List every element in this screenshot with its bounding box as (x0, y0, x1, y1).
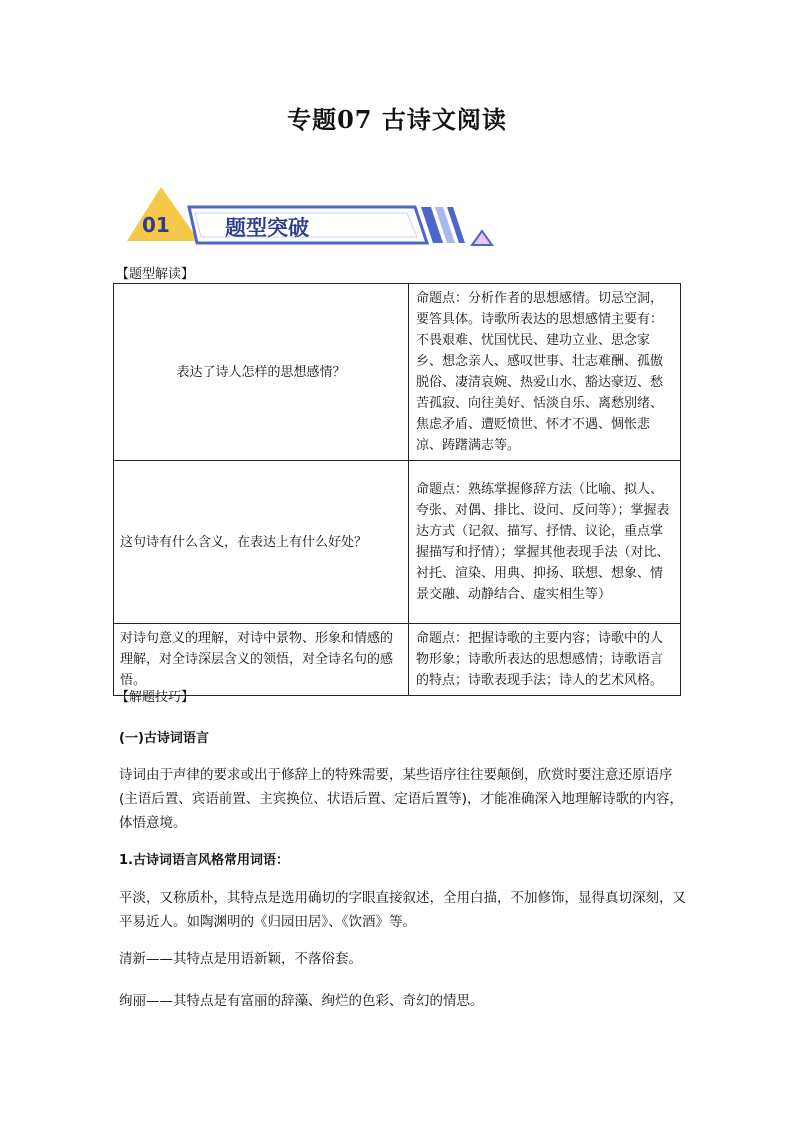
page-title: 专题07 古诗文阅读 (287, 105, 507, 134)
answer-cell: 命题点：把握诗歌的主要内容；诗歌中的人物形象；诗歌所表达的思想感情；诗歌语言的特点；诗歌表现手法；诗人的艺术风格。 (409, 624, 681, 696)
subheading-style-terms: 1.古诗词语言风格常用词语： (119, 853, 289, 868)
answer-cell: 命题点：分析作者的思想感情。切忌空洞，要答具体。诗歌所表达的思想感情主要有：不畏艰难、忧国忧民、建功立业、思念家乡、想念亲人、感叹世事、壮志难酬、孤傲脱俗、凄清哀婉、热爱山水、豁达豪迈、愁苦孤寂、向往美好、恬淡自乐、离愁别绪、焦虑矛盾、遭贬愤世、怀才不遇、惆怅悲凉、踌躇满志等。 (409, 284, 681, 461)
paragraph-plain-style: 平淡，又称质朴，其特点是选用确切的字眼直接叙述，全用白描，不加修饰，显得真切深刻，又平易近人。如陶渊明的《归园田居》、《饮酒》等。 (119, 890, 686, 930)
question-cell: 表达了诗人怎样的思想感情？ (114, 284, 409, 461)
subheading-language: (一)古诗词语言 (119, 731, 209, 746)
section-label-tips: 【解题技巧】 (116, 690, 195, 705)
paragraph-fresh-style: 清新——其特点是用语新颖，不落俗套。 (119, 951, 362, 967)
table-row (114, 284, 681, 461)
section-banner (125, 185, 500, 251)
answer-cell: 命题点：熟练掌握修辞方法（比喻、拟人、夸张、对偶、排比、设问、反问等）；掌握表达方式（记叙、描写、抒情、议论，重点掌握描写和抒情）；掌握其他表现手法（对比、衬托、渲染、用典、抑扬、联想、想象、情景交融、动静结合、虚实相生等） (409, 461, 681, 624)
question-type-table (113, 283, 681, 696)
banner-label: 题型突破 (225, 216, 309, 240)
question-cell: 这句诗有什么含义，在表达上有什么好处？ (114, 461, 409, 624)
banner-small-triangle (472, 231, 492, 245)
table-row (114, 461, 681, 624)
section-label-question-types: 【题型解读】 (116, 267, 195, 282)
paragraph-ornate-style: 绚丽——其特点是有富丽的辞藻、绚烂的色彩、奇幻的情思。 (119, 993, 484, 1009)
banner-number: 01 (142, 213, 170, 237)
question-cell: 对诗句意义的理解，对诗中景物、形象和情感的理解，对全诗深层含义的领悟，对全诗名句的感悟。 (114, 624, 409, 696)
table-row (114, 624, 681, 696)
paragraph-word-order: 诗词由于声律的要求或出于修辞上的特殊需要，某些语序往往要颠倒，欣赏时要注意还原语序(主语后置、宾语前置、主宾换位、状语后置、定语后置等)，才能准确深入地理解诗歌的内容，体悟意境。 (119, 767, 684, 831)
